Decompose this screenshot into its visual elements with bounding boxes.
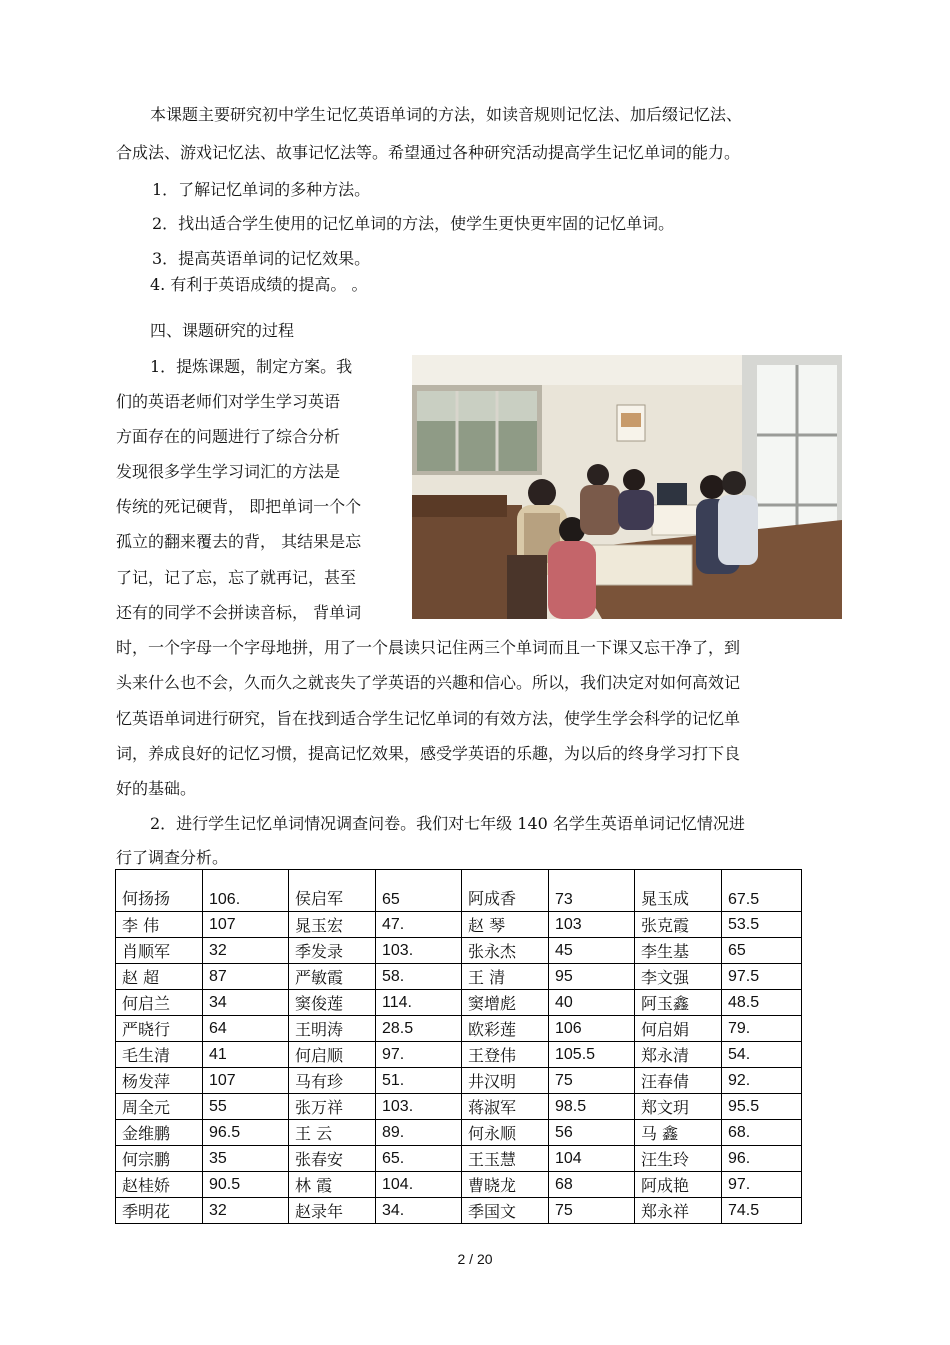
table-row [116,1172,802,1198]
student-name-cell: 赵 超 [116,964,203,990]
step1-line: 1．提炼课题，制定方案。我 [150,357,353,376]
page-number: 2 / 20 [457,1251,493,1267]
table-row [116,1198,802,1224]
goal-item-4: 4. 有利于英语成绩的提高。 。 [150,275,368,294]
step1-line: 们的英语老师们对学生学习英语 [116,392,341,411]
score-cell: 105.5 [549,1042,635,1068]
score-cell: 35 [203,1146,289,1172]
score-cell: 79. [722,1016,802,1042]
student-name-cell: 何扬扬 [116,870,203,912]
score-cell: 55 [203,1094,289,1120]
student-name-cell: 王登伟 [462,1042,549,1068]
student-name-cell: 晁玉宏 [289,912,376,938]
score-cell: 95 [549,964,635,990]
score-cell: 47. [376,912,462,938]
score-cell: 90.5 [203,1172,289,1198]
student-name-cell: 李生基 [635,938,722,964]
score-cell: 64 [203,1016,289,1042]
score-cell: 75 [549,1198,635,1224]
student-name-cell: 金维鹏 [116,1120,203,1146]
table-row [116,964,802,990]
score-cell: 68. [722,1120,802,1146]
score-cell: 106 [549,1016,635,1042]
student-name-cell: 郑永祥 [635,1198,722,1224]
score-cell: 65 [722,938,802,964]
student-name-cell: 季国文 [462,1198,549,1224]
score-cell: 67.5 [722,870,802,912]
table-row [116,1120,802,1146]
score-cell: 97. [722,1172,802,1198]
student-name-cell: 窦增彪 [462,990,549,1016]
student-name-cell: 汪生玲 [635,1146,722,1172]
goal-item-2: 2．找出适合学生使用的记忆单词的方法，使学生更快更牢固的记忆单词。 [152,214,675,233]
student-name-cell: 季明花 [116,1198,203,1224]
score-cell: 34. [376,1198,462,1224]
student-name-cell: 井汉明 [462,1068,549,1094]
score-cell: 28.5 [376,1016,462,1042]
score-cell: 48.5 [722,990,802,1016]
student-name-cell: 马 鑫 [635,1120,722,1146]
student-name-cell: 欧彩莲 [462,1016,549,1042]
intro-paragraph-line-2: 合成法、游戏记忆法、故事记忆法等。希望通过各种研究活动提高学生记忆单词的能力。 [116,143,741,162]
student-name-cell: 周全元 [116,1094,203,1120]
score-cell: 40 [549,990,635,1016]
student-name-cell: 赵桂娇 [116,1172,203,1198]
step1-line: 发现很多学生学习词汇的方法是 [116,462,341,481]
score-cell: 41 [203,1042,289,1068]
score-cell: 114. [376,990,462,1016]
score-cell: 73 [549,870,635,912]
score-cell: 97.5 [722,964,802,990]
student-name-cell: 郑永清 [635,1042,722,1068]
student-name-cell: 阿成艳 [635,1172,722,1198]
table-row [116,1042,802,1068]
student-score-table [115,869,802,1224]
table-row [116,912,802,938]
student-name-cell: 林 霞 [289,1172,376,1198]
student-name-cell: 何启兰 [116,990,203,1016]
student-name-cell: 何永顺 [462,1120,549,1146]
student-name-cell: 赵 琴 [462,912,549,938]
student-name-cell: 阿玉鑫 [635,990,722,1016]
student-name-cell: 王 云 [289,1120,376,1146]
student-name-cell: 何启顺 [289,1042,376,1068]
score-cell: 87 [203,964,289,990]
table-row [116,990,802,1016]
score-cell: 89. [376,1120,462,1146]
student-name-cell: 郑文玥 [635,1094,722,1120]
step1-line: 传统的死记硬背， 即把单词一个个 [116,497,362,516]
step1-line: 好的基础。 [116,779,197,798]
student-name-cell: 马有珍 [289,1068,376,1094]
section-heading: 四、课题研究的过程 [150,321,295,340]
table-row [116,938,802,964]
table-row [116,870,802,912]
student-name-cell: 李文强 [635,964,722,990]
score-cell: 103. [376,1094,462,1120]
score-cell: 56 [549,1120,635,1146]
score-cell: 104. [376,1172,462,1198]
score-cell: 45 [549,938,635,964]
student-name-cell: 曹晓龙 [462,1172,549,1198]
step2-line-1: 2．进行学生记忆单词情况调查问卷。我们对七年级 140 名学生英语单词记忆情况进 [150,814,745,833]
table-row [116,1094,802,1120]
step2-line-2: 行了调查分析。 [116,848,229,867]
student-name-cell: 肖顺军 [116,938,203,964]
student-name-cell: 张春安 [289,1146,376,1172]
step1-line: 方面存在的问题进行了综合分析 [116,427,341,446]
score-cell: 68 [549,1172,635,1198]
student-name-cell: 何启娟 [635,1016,722,1042]
score-cell: 104 [549,1146,635,1172]
score-cell: 106. [203,870,289,912]
student-name-cell: 窦俊莲 [289,990,376,1016]
teachers-meeting-photo [412,355,842,619]
student-name-cell: 王明涛 [289,1016,376,1042]
student-name-cell: 季发录 [289,938,376,964]
student-name-cell: 晁玉成 [635,870,722,912]
table-row [116,1146,802,1172]
score-cell: 98.5 [549,1094,635,1120]
step1-line: 孤立的翻来覆去的背， 其结果是忘 [116,532,362,551]
score-cell: 32 [203,938,289,964]
score-cell: 107 [203,1068,289,1094]
score-cell: 107 [203,912,289,938]
student-name-cell: 毛生清 [116,1042,203,1068]
student-name-cell: 李 伟 [116,912,203,938]
step1-line: 忆英语单词进行研究，旨在找到适合学生记忆单词的有效方法，使学生学会科学的记忆单 [116,709,741,728]
score-cell: 75 [549,1068,635,1094]
student-name-cell: 阿成香 [462,870,549,912]
score-cell: 74.5 [722,1198,802,1224]
score-cell: 51. [376,1068,462,1094]
score-cell: 103. [376,938,462,964]
score-cell: 95.5 [722,1094,802,1120]
score-cell: 96. [722,1146,802,1172]
student-name-cell: 杨发萍 [116,1068,203,1094]
score-cell: 53.5 [722,912,802,938]
student-name-cell: 严晓行 [116,1016,203,1042]
student-name-cell: 何宗鹏 [116,1146,203,1172]
goal-item-1: 1．了解记忆单词的多种方法。 [152,180,371,199]
student-name-cell: 严敏霞 [289,964,376,990]
table-row [116,1016,802,1042]
student-name-cell: 王玉慧 [462,1146,549,1172]
student-name-cell: 赵录年 [289,1198,376,1224]
student-name-cell: 侯启军 [289,870,376,912]
step1-line: 还有的同学不会拼读音标， 背单词 [116,603,362,622]
step1-line: 头来什么也不会，久而久之就丧失了学英语的兴趣和信心。所以，我们决定对如何高效记 [116,673,741,692]
score-cell: 103 [549,912,635,938]
score-cell: 54. [722,1042,802,1068]
score-cell: 97. [376,1042,462,1068]
score-cell: 58. [376,964,462,990]
student-name-cell: 蒋淑军 [462,1094,549,1120]
score-cell: 65 [376,870,462,912]
step1-line: 词，养成良好的记忆习惯，提高记忆效果，感受学英语的乐趣，为以后的终身学习打下良 [116,744,741,763]
step1-line: 了记，记了忘，忘了就再记，甚至 [116,568,357,587]
table-row [116,1068,802,1094]
student-name-cell: 张克霞 [635,912,722,938]
student-name-cell: 张永杰 [462,938,549,964]
student-name-cell: 汪春倩 [635,1068,722,1094]
intro-paragraph-line-1: 本课题主要研究初中学生记忆英语单词的方法，如读音规则记忆法、加后缀记忆法、 [150,105,743,124]
step1-line: 时，一个字母一个字母地拼，用了一个晨读只记住两三个单词而且一下课又忘干净了，到 [116,638,741,657]
score-cell: 92. [722,1068,802,1094]
score-cell: 34 [203,990,289,1016]
student-name-cell: 王 清 [462,964,549,990]
student-name-cell: 张万祥 [289,1094,376,1120]
score-cell: 32 [203,1198,289,1224]
goal-item-3: 3．提高英语单词的记忆效果。 [152,249,371,268]
score-cell: 96.5 [203,1120,289,1146]
score-cell: 65. [376,1146,462,1172]
